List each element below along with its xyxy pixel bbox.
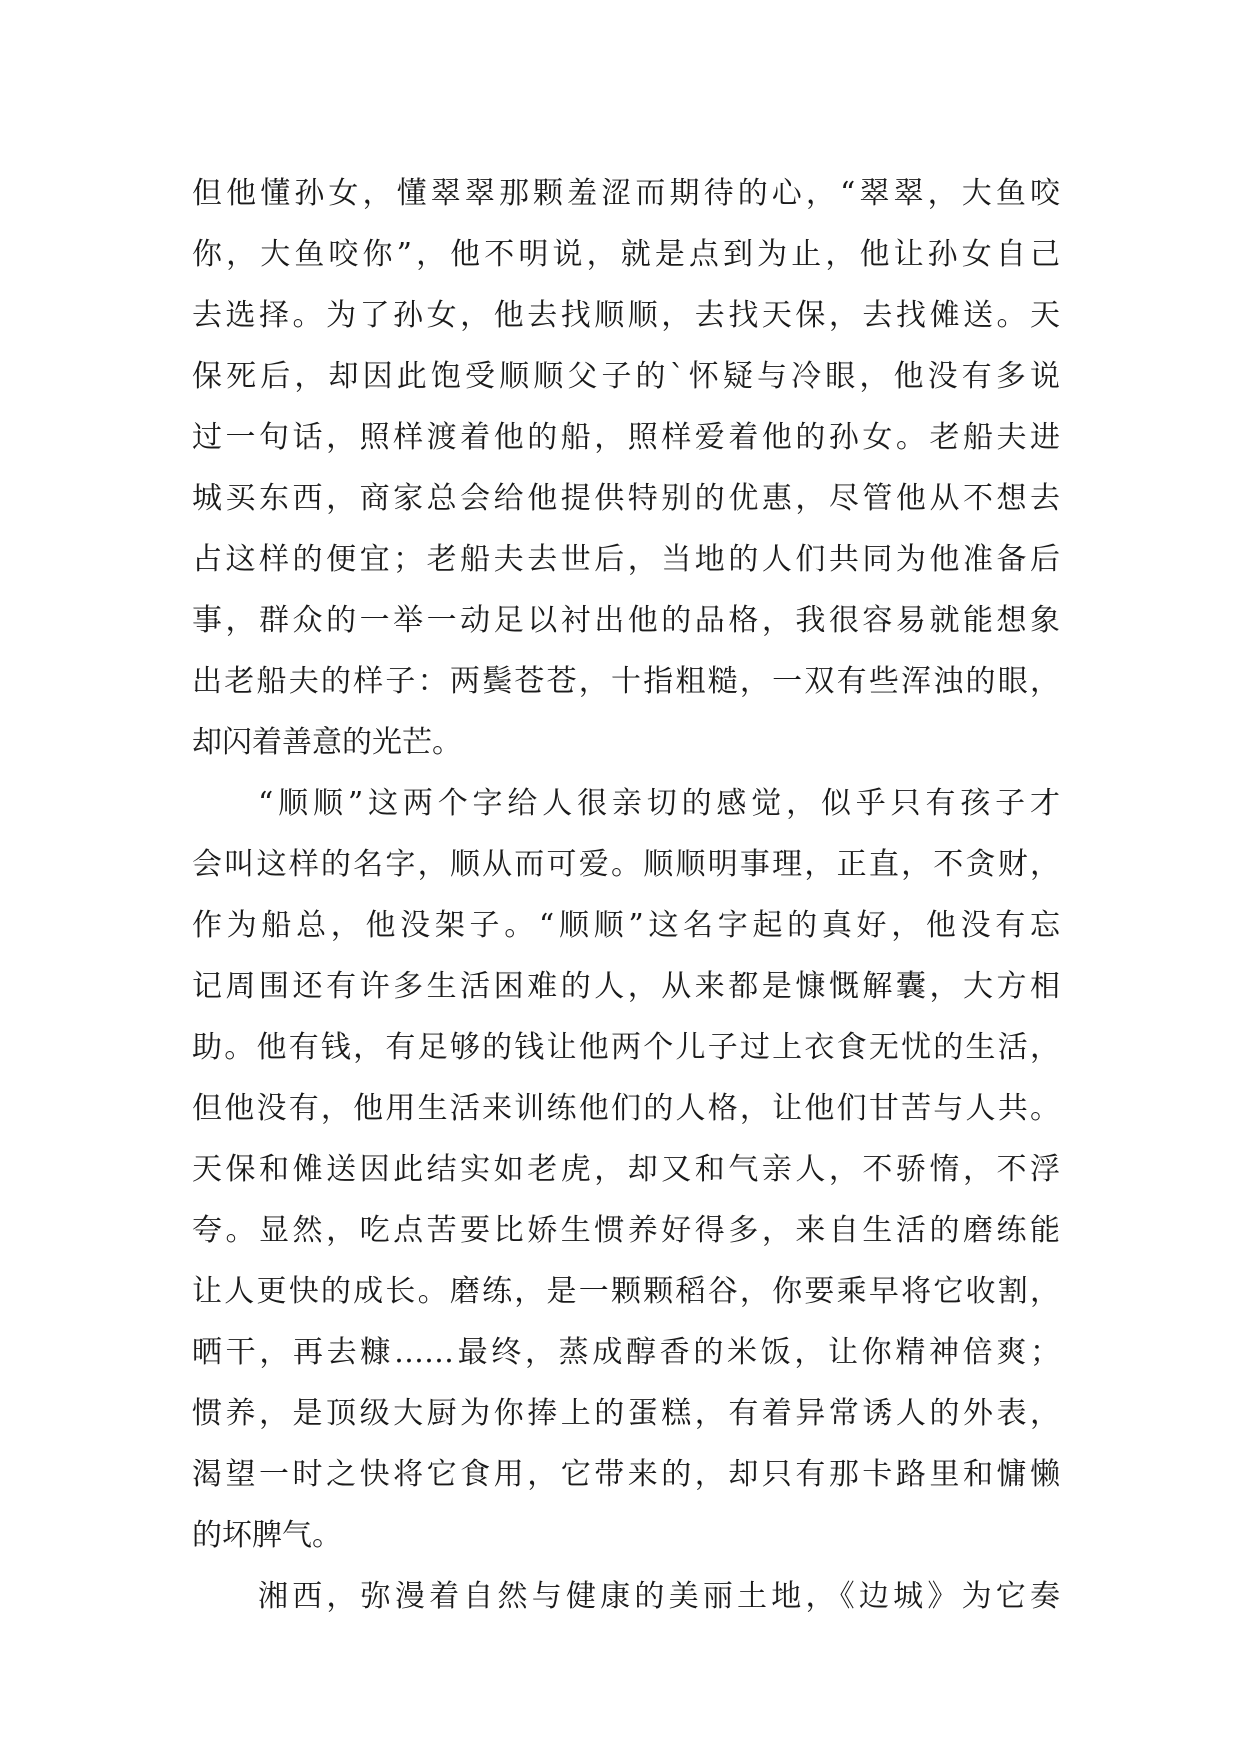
body-text: [192, 163, 1060, 1627]
text-line: 出老船夫的样子：两鬓苍苍，十指粗糙，一双有些浑浊的眼，: [192, 664, 1060, 699]
text-line: 过一句话，照样渡着他的船，照样爱着他的孙女。老船夫进: [192, 420, 1060, 455]
text-line: 天保和傩送因此结实如老虎，却又和气亲人，不骄惰，不浮: [192, 1152, 1060, 1187]
text-line: 夸。显然，吃点苦要比娇生惯养好得多，来自生活的磨练能: [192, 1213, 1060, 1248]
text-line: 记周围还有许多生活困难的人，从来都是慷慨解囊，大方相: [192, 969, 1060, 1004]
text-line: 作为船总，他没架子。“顺顺”这名字起的真好，他没有忘: [192, 908, 1060, 943]
text-line: 保死后，却因此饱受顺顺父子的`怀疑与冷眼，他没有多说: [192, 359, 1060, 394]
text-line: 城买东西，商家总会给他提供特别的优惠，尽管他从不想去: [192, 481, 1060, 516]
text-line: 会叫这样的名字，顺从而可爱。顺顺明事理，正直，不贪财，: [192, 847, 1060, 882]
text-line: 占这样的便宜；老船夫去世后，当地的人们共同为他准备后: [192, 542, 1060, 577]
text-line: 但他懂孙女，懂翠翠那颗羞涩而期待的心，“翠翠，大鱼咬: [192, 176, 1060, 211]
text-line: 晒干，再去糠……最终，蒸成醇香的米饭，让你精神倍爽；: [192, 1335, 1060, 1370]
text-line: 让人更快的成长。磨练，是一颗颗稻谷，你要乘早将它收割，: [192, 1274, 1060, 1309]
text-line: 事，群众的一举一动足以衬出他的品格，我很容易就能想象: [192, 603, 1060, 638]
text-line: 的坏脾气。: [192, 1518, 342, 1553]
text-line: 你，大鱼咬你”，他不明说，就是点到为止，他让孙女自己: [192, 237, 1060, 272]
paragraph-start: 湘西，弥漫着自然与健康的美丽土地，《边城》为它奏: [258, 1579, 1060, 1614]
text-line: 却闪着善意的光芒。: [192, 725, 462, 760]
text-line: 惯养，是顶级大厨为你捧上的蛋糕，有着异常诱人的外表，: [192, 1396, 1060, 1431]
text-line: 渴望一时之快将它食用，它带来的，却只有那卡路里和慵懒: [192, 1457, 1060, 1492]
paragraph-start: “顺顺”这两个字给人很亲切的感觉，似乎只有孩子才: [258, 786, 1060, 821]
text-line: 但他没有，他用生活来训练他们的人格，让他们甘苦与人共。: [192, 1091, 1060, 1126]
text-line: 去选择。为了孙女，他去找顺顺，去找天保，去找傩送。天: [192, 298, 1060, 333]
text-line: 助。他有钱，有足够的钱让他两个儿子过上衣食无忧的生活，: [192, 1030, 1060, 1065]
